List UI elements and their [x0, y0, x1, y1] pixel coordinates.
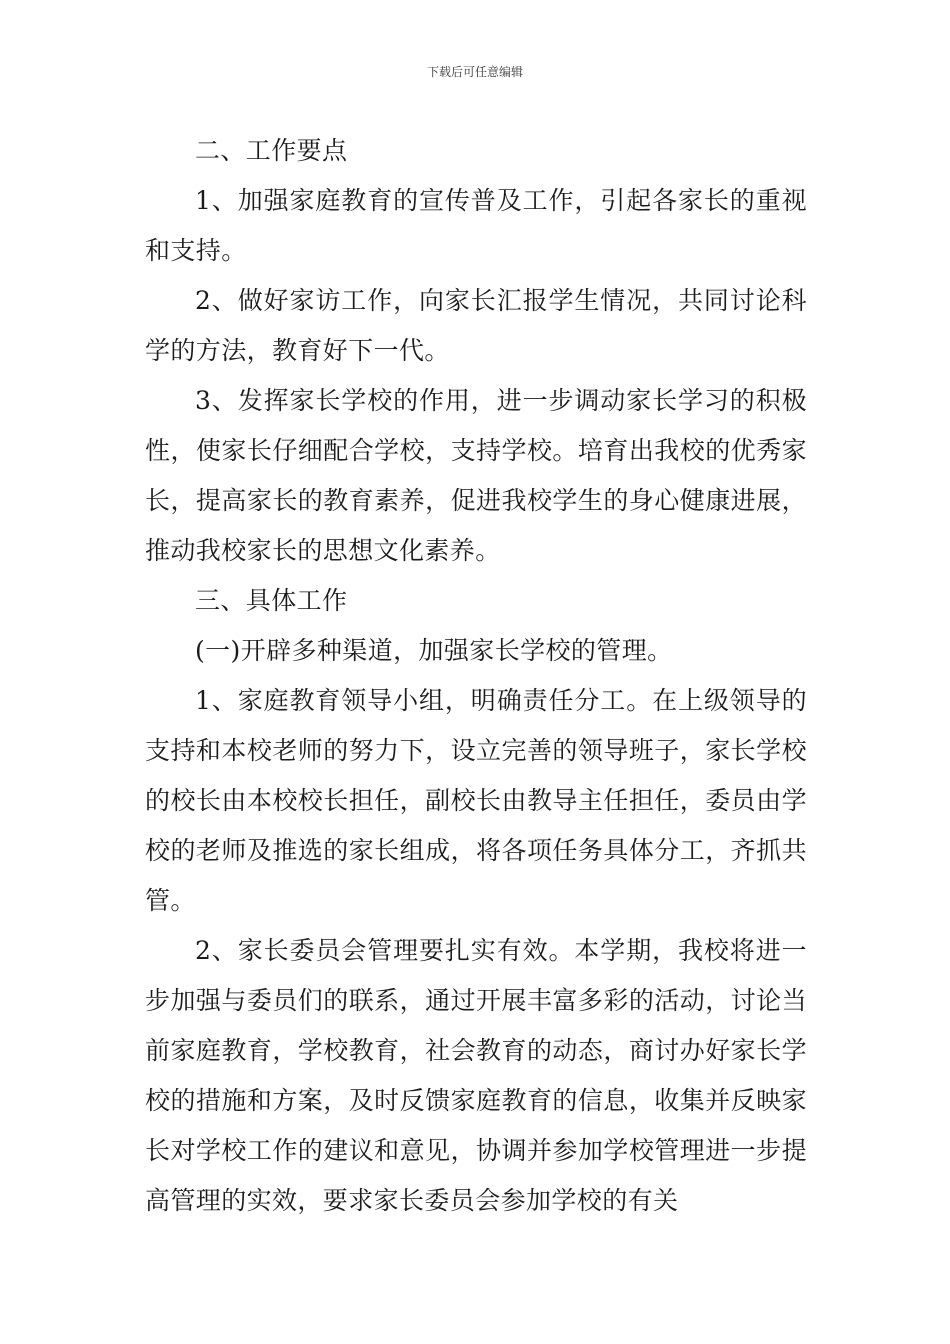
paragraph-point-2: 2、做好家访工作，向家长汇报学生情况，共同讨论科学的方法，教育好下一代。 — [145, 286, 807, 365]
paragraph-point-1: 1、加强家庭教育的宣传普及工作，引起各家长的重视和支持。 — [145, 186, 807, 265]
section-heading-work-points: 二、工作要点 — [195, 136, 348, 165]
paragraph-point-3: 3、发挥家长学校的作用，进一步调动家长学习的积极性，使家长仔细配合学校，支持学校。培育出我校的优秀家长，提高家长的教育素养，促进我校学生的身心健康进展，推动我校家长的思想文化素养。 — [145, 386, 807, 565]
subsection-heading-1: (一)开辟多种渠道，加强家长学校的管理。 — [195, 636, 673, 665]
document-body — [145, 126, 807, 1226]
section-heading-specific-work: 三、具体工作 — [195, 586, 348, 615]
paragraph-work-1: 1、家庭教育领导小组，明确责任分工。在上级领导的支持和本校老师的努力下，设立完善的领导班子，家长学校的校长由本校校长担任，副校长由教导主任担任，委员由学校的老师及推选的家长组成，将各项任务具体分工，齐抓共管。 — [145, 686, 807, 915]
page-header-note: 下载后可任意编辑 — [426, 65, 523, 79]
paragraph-work-2: 2、家长委员会管理要扎实有效。本学期，我校将进一步加强与委员们的联系，通过开展丰富多彩的活动，讨论当前家庭教育，学校教育，社会教育的动态，商讨办好家长学校的措施和方案，及时反馈家庭教育的信息，收集并反映家长对学校工作的建议和意见，协调并参加学校管理进一步提高管理的实效，要求家长委员会参加学校的有关 — [145, 936, 807, 1215]
